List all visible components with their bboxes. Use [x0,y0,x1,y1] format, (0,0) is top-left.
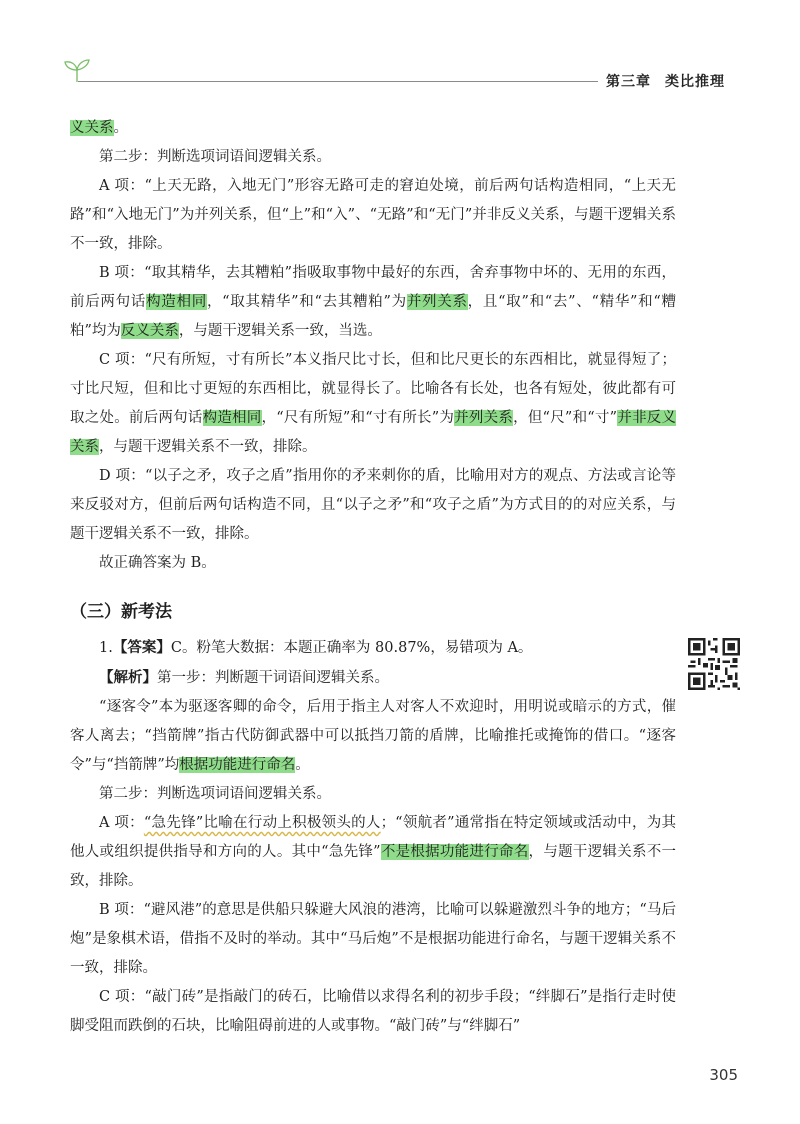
answer-label: 【答案】 [112,639,171,656]
text: ，且“取”和“去”、“精华”和“糟粕”均为 [70,294,676,339]
text: ，“取其精华”和“去其糟粕”为 [206,294,407,310]
wavy-underline: “急先锋”比喻在行动上积极领头的人 [143,815,381,831]
page-number: 305 [709,1066,738,1084]
answer-line [70,633,676,663]
paragraph [70,259,676,346]
analysis-label: 【解析】 [99,669,157,686]
highlight: 构造相同 [202,410,262,426]
text: B 项：“取其精华，去其糟粕”指吸取事物中最好的东西，舍弃事物中坏的、无用的东西，前后两句话 [70,265,676,310]
paragraph: 第二步：判断选项词语间逻辑关系。 [99,786,331,802]
highlight: 并列关系 [406,294,468,310]
qr-code-icon[interactable] [688,638,740,690]
chapter-label: 第三章 [606,74,651,90]
text: “逐客令”本为驱逐客卿的命令，后用于指主人对客人不欢迎时，用明说或暗示的方式，催客人离去；“挡箭牌”指古代防御武器中可以抵挡刀箭的盾牌，比喻推托或掩饰的借口。“逐客令”与“挡箭牌”均 [70,699,676,773]
text: C 项：“尺有所短，寸有所长”本义指尺比寸长，但和比尺更长的东西相比，就显得短了；寸比尺短，但和比寸更短的东西相比，就显得长了。比喻各有长处，也各有短处，彼此都有可取之处。前后两句话 [70,352,676,426]
paragraph: 故正确答案为 B。 [99,555,216,571]
chapter-title: 类比推理 [665,74,725,90]
running-header [606,71,725,91]
text: 。 [295,757,310,773]
header-rule [78,81,598,82]
question-number: 1. [99,640,113,656]
paragraph: B 项：“避风港”的意思是供船只躲避大风浪的港湾，比喻可以躲避激烈斗争的地方；“马后炮”是象棋术语，借指不及时的举动。其中“马后炮”不是根据功能进行命名，与题干逻辑关系不一致，排除。 [70,902,676,976]
text: ，与题干逻辑关系不一致，排除。 [99,439,317,455]
section-heading: （三）新考法 [70,602,172,622]
text: C。粉笔大数据：本题正确率为 80.87%，易错项为 A。 [170,640,533,656]
text: 。 [113,120,128,136]
paragraph: D 项：“以子之矛，攻子之盾”指用你的矛来刺你的盾，比喻用对方的观点、方法或言论等来反驳对方，但前后两句话构造不同，且“以子之矛”和“攻子之盾”为方式目的的对应关系，与题干逻辑关系不一致，排除。 [70,468,676,542]
page-body [70,114,676,1041]
sprout-icon [62,56,92,84]
text: ，与题干逻辑关系不一致，排除。 [70,844,676,889]
paragraph: A 项：“上天无路，入地无门”形容无路可走的窘迫处境，前后两句话构造相同，“上天无路”和“入地无门”为并列关系，但“上”和“入”、“无路”和“无门”并非反义关系，与题干逻辑关系不一致，排除。 [70,178,676,252]
highlight: 义关系 [70,120,114,136]
text: ，但“尺”和“寸” [513,410,618,426]
text: ；“领航者”通常指在特定领域或活动中，为其他人或组织提供指导和方向的人。其中“急先锋” [70,815,676,860]
text: 第一步：判断题干词语间逻辑关系。 [157,670,389,686]
analysis-line [70,663,676,693]
highlight: 并列关系 [454,410,514,426]
highlight: 反义关系 [120,323,179,339]
paragraph: 第二步：判断选项词语间逻辑关系。 [99,149,331,165]
text: A 项： [99,815,144,831]
highlight: 根据功能进行命名 [179,757,296,773]
paragraph [70,809,676,896]
paragraph: C 项：“敲门砖”是指敲门的砖石，比喻借以求得名利的初步手段；“绊脚石”是指行走时使脚受阻而跌倒的石块，比喻阻碍前进的人或事物。“敲门砖”与“绊脚石” [70,989,676,1034]
paragraph [70,346,676,462]
paragraph [70,114,676,143]
highlight: 并非反义关系 [70,410,677,455]
paragraph [70,693,676,780]
highlight: 不是根据功能进行命名 [380,844,529,860]
highlight: 构造相同 [146,294,207,310]
text: ，“尺有所短”和“寸有所长”为 [261,410,455,426]
text: ，与题干逻辑关系一致，当选。 [178,323,382,339]
